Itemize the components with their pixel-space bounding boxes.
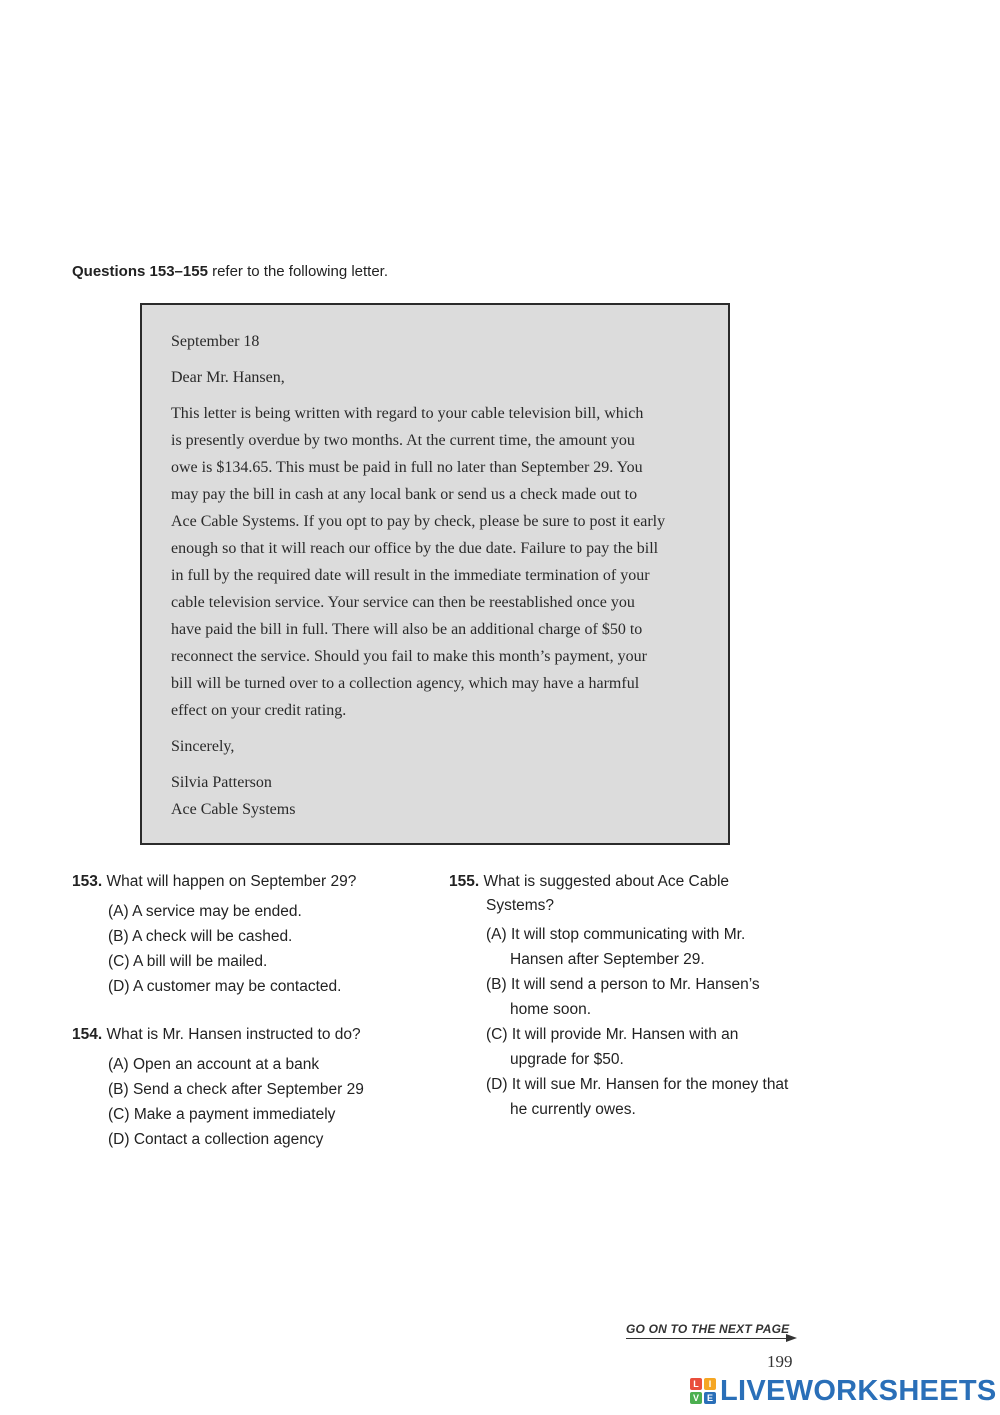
arrow-right-icon bbox=[786, 1334, 797, 1342]
question-text: What is Mr. Hansen instructed to do? bbox=[106, 1026, 361, 1043]
logo-letter: V bbox=[690, 1392, 702, 1404]
option-154-b[interactable]: (B) Send a check after September 29 bbox=[108, 1081, 364, 1098]
option-153-b[interactable]: (B) A check will be cashed. bbox=[108, 928, 293, 945]
letter-signer: Silvia Patterson bbox=[171, 774, 272, 791]
logo-letter: E bbox=[704, 1392, 716, 1404]
question-text: What will happen on September 29? bbox=[106, 873, 357, 890]
letter-company: Ace Cable Systems bbox=[171, 801, 296, 818]
question-155 bbox=[449, 873, 729, 891]
letter-body-line: in full by the required date will result in the immediate termination of your bbox=[171, 567, 650, 584]
questions-range: Questions 153–155 bbox=[72, 263, 208, 280]
letter-body-line: have paid the bill in full. There will also be an additional charge of $50 to bbox=[171, 621, 643, 638]
question-number: 153. bbox=[72, 873, 103, 890]
letter-body-line: Ace Cable Systems. If you opt to pay by check, please be sure to post it early bbox=[171, 513, 666, 530]
option-line: (D) It will sue Mr. Hansen for the money that bbox=[486, 1076, 789, 1093]
option-line: (C) It will provide Mr. Hansen with an bbox=[486, 1026, 739, 1043]
questions-intro bbox=[72, 263, 388, 280]
question-153 bbox=[72, 873, 356, 891]
letter-body-line: may pay the bill in cash at any local bank or send us a check made out to bbox=[171, 486, 638, 503]
logo-letter: I bbox=[704, 1378, 716, 1390]
liveworksheets-logo-icon bbox=[690, 1378, 716, 1404]
option-153-d[interactable]: (D) A customer may be contacted. bbox=[108, 978, 342, 995]
letter-body-line: enough so that it will reach our office by the due date. Failure to pay the bill bbox=[171, 540, 659, 557]
option-154-c[interactable]: (C) Make a payment immediately bbox=[108, 1106, 336, 1123]
letter-closing: Sincerely, bbox=[171, 738, 235, 755]
logo-letter: L bbox=[690, 1378, 702, 1390]
letter-salutation: Dear Mr. Hansen, bbox=[171, 369, 285, 386]
letter-body-line: effect on your credit rating. bbox=[171, 702, 347, 719]
option-line: home soon. bbox=[510, 1001, 591, 1018]
option-line: (B) It will send a person to Mr. Hansen’s bbox=[486, 976, 760, 993]
question-text: What is suggested about Ace Cable bbox=[483, 873, 730, 890]
option-153-c[interactable]: (C) A bill will be mailed. bbox=[108, 953, 268, 970]
question-number: 154. bbox=[72, 1026, 103, 1043]
letter-box bbox=[140, 303, 730, 845]
intro-rest: refer to the following letter. bbox=[207, 263, 389, 280]
option-line: upgrade for $50. bbox=[510, 1051, 624, 1068]
letter-body-line: is presently overdue by two months. At the current time, the amount you bbox=[171, 432, 635, 449]
liveworksheets-brand bbox=[690, 1374, 997, 1408]
next-page-rule bbox=[626, 1338, 790, 1339]
letter-date: September 18 bbox=[171, 333, 260, 350]
go-next-page-label: GO ON TO THE NEXT PAGE bbox=[626, 1322, 790, 1336]
option-line: he currently owes. bbox=[510, 1101, 636, 1118]
letter-body-line: cable television service. Your service can then be reestablished once you bbox=[171, 594, 635, 611]
option-154-d[interactable]: (D) Contact a collection agency bbox=[108, 1131, 324, 1148]
option-153-a[interactable]: (A) A service may be ended. bbox=[108, 903, 302, 920]
question-155-line2: Systems? bbox=[486, 897, 555, 914]
letter-body-line: This letter is being written with regard to your cable television bill, which bbox=[171, 405, 644, 422]
letter-body-line: reconnect the service. Should you fail to make this month’s payment, your bbox=[171, 648, 647, 665]
letter-body-line: owe is $134.65. This must be paid in full no later than September 29. You bbox=[171, 459, 643, 476]
letter-body-line: bill will be turned over to a collection agency, which may have a harmful bbox=[171, 675, 640, 692]
question-number: 155. bbox=[449, 873, 480, 890]
option-line: Hansen after September 29. bbox=[510, 951, 705, 968]
question-154 bbox=[72, 1026, 361, 1044]
option-line: (A) It will stop communicating with Mr. bbox=[486, 926, 746, 943]
liveworksheets-wordmark: LIVEWORKSHEETS bbox=[720, 1374, 997, 1407]
option-154-a[interactable]: (A) Open an account at a bank bbox=[108, 1056, 320, 1073]
page-number: 199 bbox=[767, 1352, 793, 1371]
